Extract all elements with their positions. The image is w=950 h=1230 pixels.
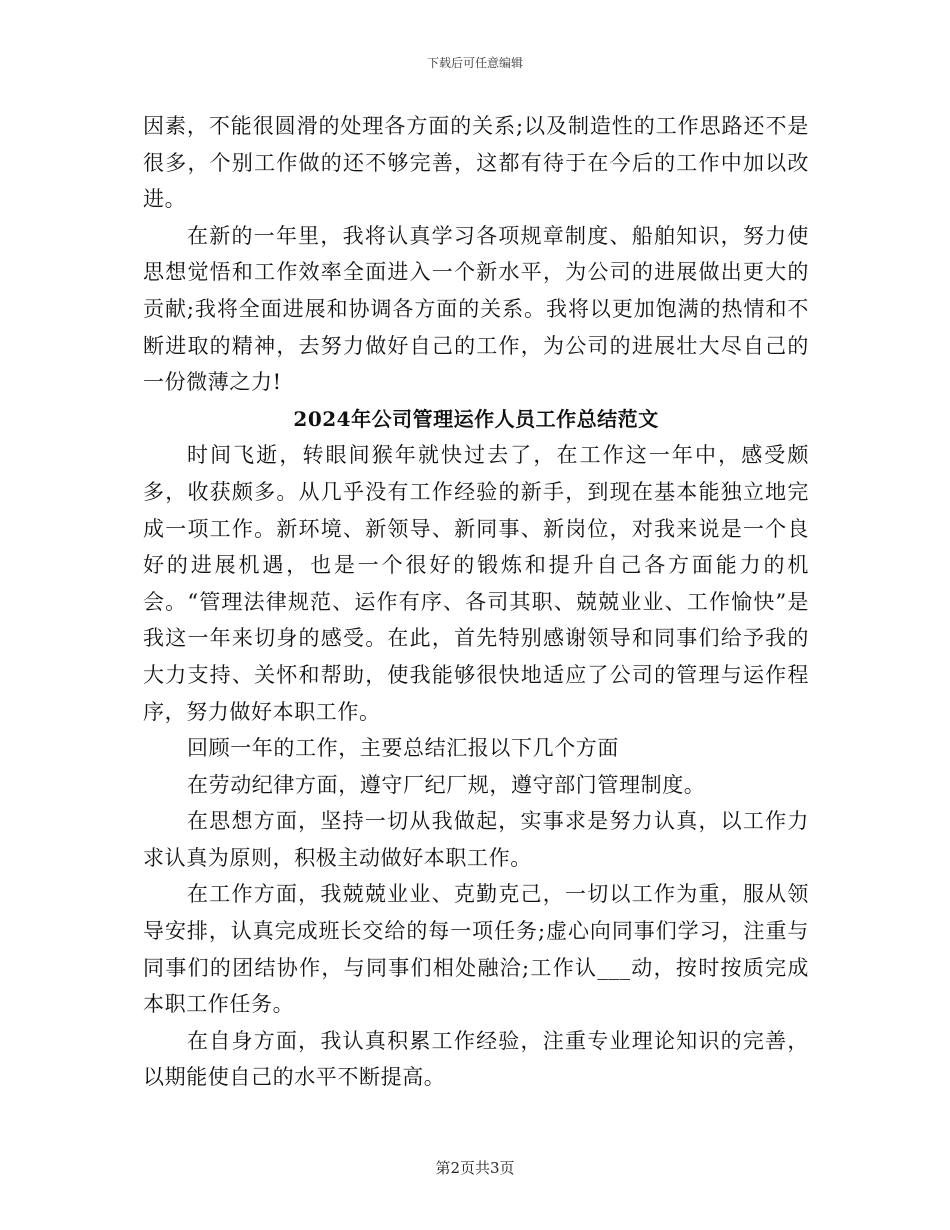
page-number: 第2页共3页: [435, 1159, 515, 1177]
paragraph-work: 在工作方面，我兢兢业业、克勤克己，一切以工作为重，服从领导安排，认真完成班长交给的每一项任务;虚心向同事们学习，注重与同事们的团结协作，与同事们相处融洽;工作认___动，按时按质完成本职工作任务。: [143, 882, 809, 1017]
document-body: [143, 108, 809, 1096]
page-header-note: 下载后可任意编辑: [426, 56, 523, 70]
paragraph-discipline: 在劳动纪律方面，遵守厂纪厂规，遵守部门管理制度。: [187, 772, 706, 797]
paragraph-thought: 在思想方面，坚持一切从我做起，实事求是努力认真，以工作力求认真为原则，积极主动做好本职工作。: [143, 809, 809, 870]
paragraph-self: 在自身方面，我认真积累工作经验，注重专业理论知识的完善，以期能使自己的水平不断提高。: [143, 1028, 809, 1090]
document-title: 2024年公司管理运作人员工作总结范文: [293, 406, 659, 431]
paragraph-review: 回顾一年的工作，主要总结汇报以下几个方面: [187, 736, 619, 761]
paragraph-new-year-plan: 在新的一年里，我将认真学习各项规章制度、船舶知识，努力使思想觉悟和工作效率全面进入一个新水平，为公司的进展做出更大的贡献;我将全面进展和协调各方面的关系。我将以更加饱满的热情和不断进取的精神，去努力做好自己的工作，为公司的进展壮大尽自己的一份微薄之力!: [143, 223, 809, 395]
paragraph-continuation: 因素，不能很圆滑的处理各方面的关系;以及制造性的工作思路还不是很多，个别工作做的还不够完善，这都有待于在今后的工作中加以改进。: [143, 114, 809, 212]
paragraph-intro: 时间飞逝，转眼间猴年就快过去了，在工作这一年中，感受颇多，收获颇多。从几乎没有工作经验的新手，到现在基本能独立地完成一项工作。新环境、新领导、新同事、新岗位，对我来说是一个良好的进展机遇，也是一个很好的锻炼和提升自己各方面能力的机会。“管理法律规范、运作有序、各司其职、兢兢业业、工作愉快”是我这一年来切身的感受。在此，首先特别感谢领导和同事们给予我的大力支持、关怀和帮助，使我能够很快地适应了公司的管理与运作程序，努力做好本职工作。: [143, 443, 809, 724]
